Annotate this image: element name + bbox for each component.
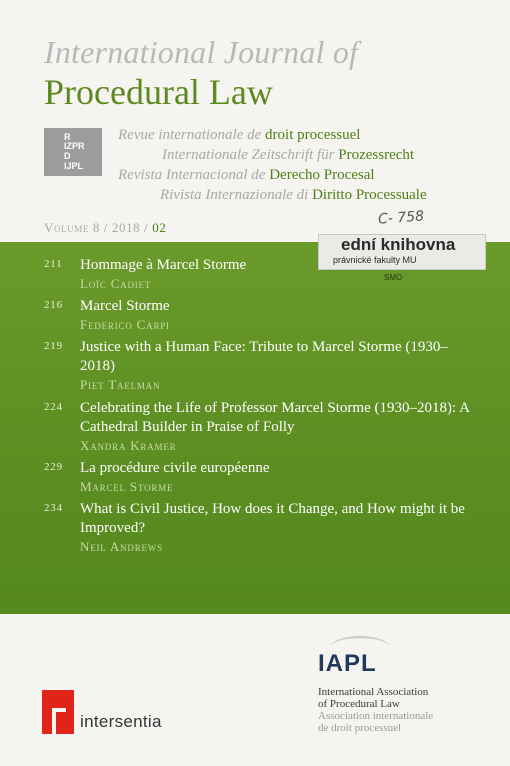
subtitle-french-italic: Revue internationale de xyxy=(118,127,262,143)
article-title: Marcel Storme xyxy=(80,298,170,314)
article-title: Justice with a Human Face: Tribute to Marcel Storme (1930–2018) xyxy=(80,339,448,374)
association-name-fr-2: de droit processuel xyxy=(318,722,402,734)
article-title: What is Civil Justice, How does it Change, and How might it be Improved? xyxy=(80,501,465,536)
article-author: Loïc Cadiet xyxy=(80,276,152,291)
volume-label: Volume 8 xyxy=(44,220,100,235)
volume-year: 2018 xyxy=(111,220,141,235)
volume-info xyxy=(44,220,166,236)
volume-separator-1: / xyxy=(103,220,109,235)
iapl-acronym: IAPL xyxy=(318,650,377,677)
library-sticker-line2: právnické fakulty MU xyxy=(333,255,417,265)
subtitle-french xyxy=(118,126,360,144)
volume-separator-2: / xyxy=(144,220,149,235)
logo-text-d: D xyxy=(64,151,71,161)
association-name-fr-1: Association internationale xyxy=(318,710,434,722)
article-page: 229 xyxy=(44,461,63,473)
article-page: 216 xyxy=(44,299,63,311)
article-title: Celebrating the Life of Professor Marcel Storme (1930–2018): A Cathedral Builder in Praise of Folly xyxy=(80,400,470,435)
library-code: SMO xyxy=(384,273,403,282)
subtitle-german xyxy=(162,146,414,164)
article-author: Federico Carpi xyxy=(80,317,170,332)
article-author: Marcel Storme xyxy=(80,479,174,494)
journal-title-line2: Procedural Law xyxy=(44,72,273,112)
logo-text-izpr: IZPR xyxy=(64,141,85,151)
subtitle-spanish-italic: Revista Internacional de xyxy=(118,167,266,183)
article-author: Neil Andrews xyxy=(80,539,163,554)
subtitle-german-bold: Prozessrecht xyxy=(338,147,415,163)
logo-text-r: R xyxy=(64,132,71,142)
journal-title-line1: International Journal of xyxy=(44,34,359,70)
publisher-name: intersentia xyxy=(80,712,162,731)
library-sticker-line1: ední knihovna xyxy=(341,235,456,254)
volume-issue: 02 xyxy=(152,220,167,235)
subtitle-spanish-bold: Derecho Procesal xyxy=(269,167,375,183)
article-page: 211 xyxy=(44,258,63,270)
subtitle-italian-italic: Rivista Internazionale di xyxy=(160,187,309,203)
subtitle-german-italic: Internationale Zeitschrift für xyxy=(162,147,335,163)
article-title: Hommage à Marcel Storme xyxy=(80,257,247,273)
article-page: 234 xyxy=(44,502,63,514)
subtitle-italian xyxy=(160,186,427,204)
association-name-en-1: International Association xyxy=(318,686,429,698)
article-author: Piet Taelman xyxy=(80,377,161,392)
subtitle-italian-bold: Diritto Processuale xyxy=(312,187,427,203)
article-page: 219 xyxy=(44,340,63,352)
article-title: La procédure civile européenne xyxy=(80,460,270,476)
logo-text-ijpl: IJPL xyxy=(64,161,84,171)
article-page: 224 xyxy=(44,401,63,413)
handwritten-shelf-mark: C- 758 xyxy=(377,208,425,228)
izpr-logo xyxy=(44,128,102,176)
intersentia-logo-icon xyxy=(42,690,74,734)
article-author: Xandra Kramer xyxy=(80,438,177,453)
subtitle-french-bold: droit processuel xyxy=(265,127,361,143)
association-name-en-2: of Procedural Law xyxy=(318,698,400,710)
subtitle-spanish xyxy=(118,166,375,184)
